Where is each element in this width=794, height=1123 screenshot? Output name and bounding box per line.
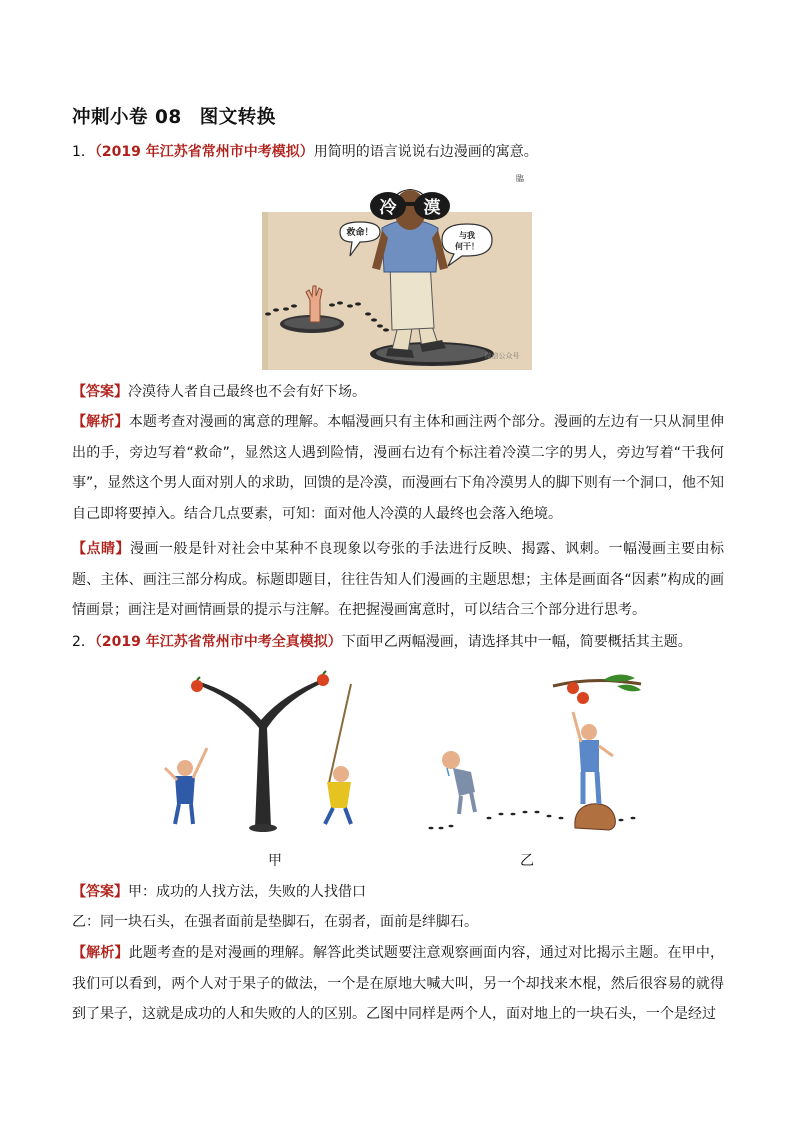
q1-point-text: 漫画一般是针对社会中某种不良现象以夸张的手法进行反映、揭露、讽刺。一幅漫画主要由标题、主体、画注三部分构成。标题即题目，往往告知人们漫画的主题思想；主体是画面各“因素”构成的画情画景；画注是对画情画景的提示与注解。在把握漫画寓意时，可以结合三个部分进行思考。 — [72, 541, 724, 619]
q2-source: （2019 年江苏省常州市中考全真模拟） — [94, 634, 342, 650]
q1-number: 1． — [72, 144, 95, 160]
title-topic: 图文转换 — [199, 107, 276, 128]
q1-source: （2019 年江苏省常州市中考模拟） — [94, 144, 314, 160]
glasses-right-text: 漠 — [423, 198, 441, 218]
q2-analysis-text: 此题考查的是对漫画的理解。解答此类试题要注意观察画面内容，通过对比揭示主题。在甲中，我们可以看到，两个人对于果子的做法，一个是在原地大喊大叫，另一个却找来木棍，然后很容易的就得到了果子，这就是成功的人和失败的人的区别。乙图中同样是两个人，面对地上的一块石头，一个是经过 — [72, 945, 725, 1023]
q1-prompt: 用简明的语言说说右边漫画的寓意。 — [313, 144, 538, 160]
cartoon-cold-indifference — [262, 172, 532, 370]
shouting-man — [165, 748, 207, 824]
q2-answer-a: 甲：成功的人找方法，失败的人找借口 — [128, 884, 366, 900]
q2-answer-b-line — [72, 912, 478, 932]
stone — [575, 804, 616, 830]
cartoon-b-stone — [423, 668, 645, 838]
q1-analysis — [72, 407, 724, 531]
caption-b: 乙 — [520, 853, 534, 869]
crying-man — [442, 751, 475, 814]
page-title — [72, 103, 276, 129]
q1-answer — [72, 382, 366, 402]
bubble-right-text-2: 何干！ — [455, 242, 479, 251]
q2-analysis — [72, 938, 724, 1034]
question-2 — [72, 632, 692, 652]
title-number: 冲刺小卷 08 — [72, 107, 182, 128]
apple-right — [317, 674, 329, 686]
q2-answer-b: 乙：同一块石头，在强者面前是垫脚石，在弱者，面前是绊脚石。 — [72, 914, 478, 930]
q1-point-tag: 【点睛】 — [72, 541, 130, 557]
q1-analysis-tag: 【解析】 — [72, 414, 129, 430]
q1-analysis-text: 本题考查对漫画的寓意的理解。本幅漫画只有主体和画注两个部分。漫画的左边有一只从洞里伸出的手，旁边写着“救命”，显然这人遇到险情，漫画右边有个标注着冷漠二字的男人，旁边写着“干我何事”，显然这个男人面对别人的求助，回馈的是冷漠，而漫画右下角冷漠男人的脚下则有一个洞口，他不知自己即将要掉入。结合几点要素，可知：面对他人冷漠的人最终也会落入绝境。 — [72, 414, 725, 523]
cartoon-watermark: 微信公众号 — [484, 352, 520, 360]
reaching-man — [573, 712, 613, 804]
q2-answer — [72, 882, 366, 902]
q2-analysis-tag: 【解析】 — [72, 945, 129, 961]
bubble-left-text: 救命！ — [346, 228, 374, 238]
stick-man — [325, 684, 351, 824]
apple-b-1 — [567, 682, 579, 694]
cartoon-signature: 臨 — [516, 174, 524, 183]
apple-b-2 — [577, 692, 589, 704]
cartoon-a-tree-and-stick — [155, 668, 375, 838]
question-1 — [72, 142, 538, 162]
glasses-left-text: 冷 — [379, 198, 397, 218]
q2-answer-tag: 【答案】 — [72, 884, 128, 900]
q2-number: 2． — [72, 634, 95, 650]
q1-answer-text: 冷漠待人者自己最终也不会有好下场。 — [128, 384, 366, 400]
bubble-right-text-1: 与我 — [459, 231, 475, 240]
caption-a: 甲 — [268, 853, 282, 869]
q1-point — [72, 534, 724, 628]
q2-prompt: 下面甲乙两幅漫画，请选择其中一幅，简要概括其主题。 — [341, 634, 692, 650]
apple-left — [191, 680, 203, 692]
q1-answer-tag: 【答案】 — [72, 384, 128, 400]
